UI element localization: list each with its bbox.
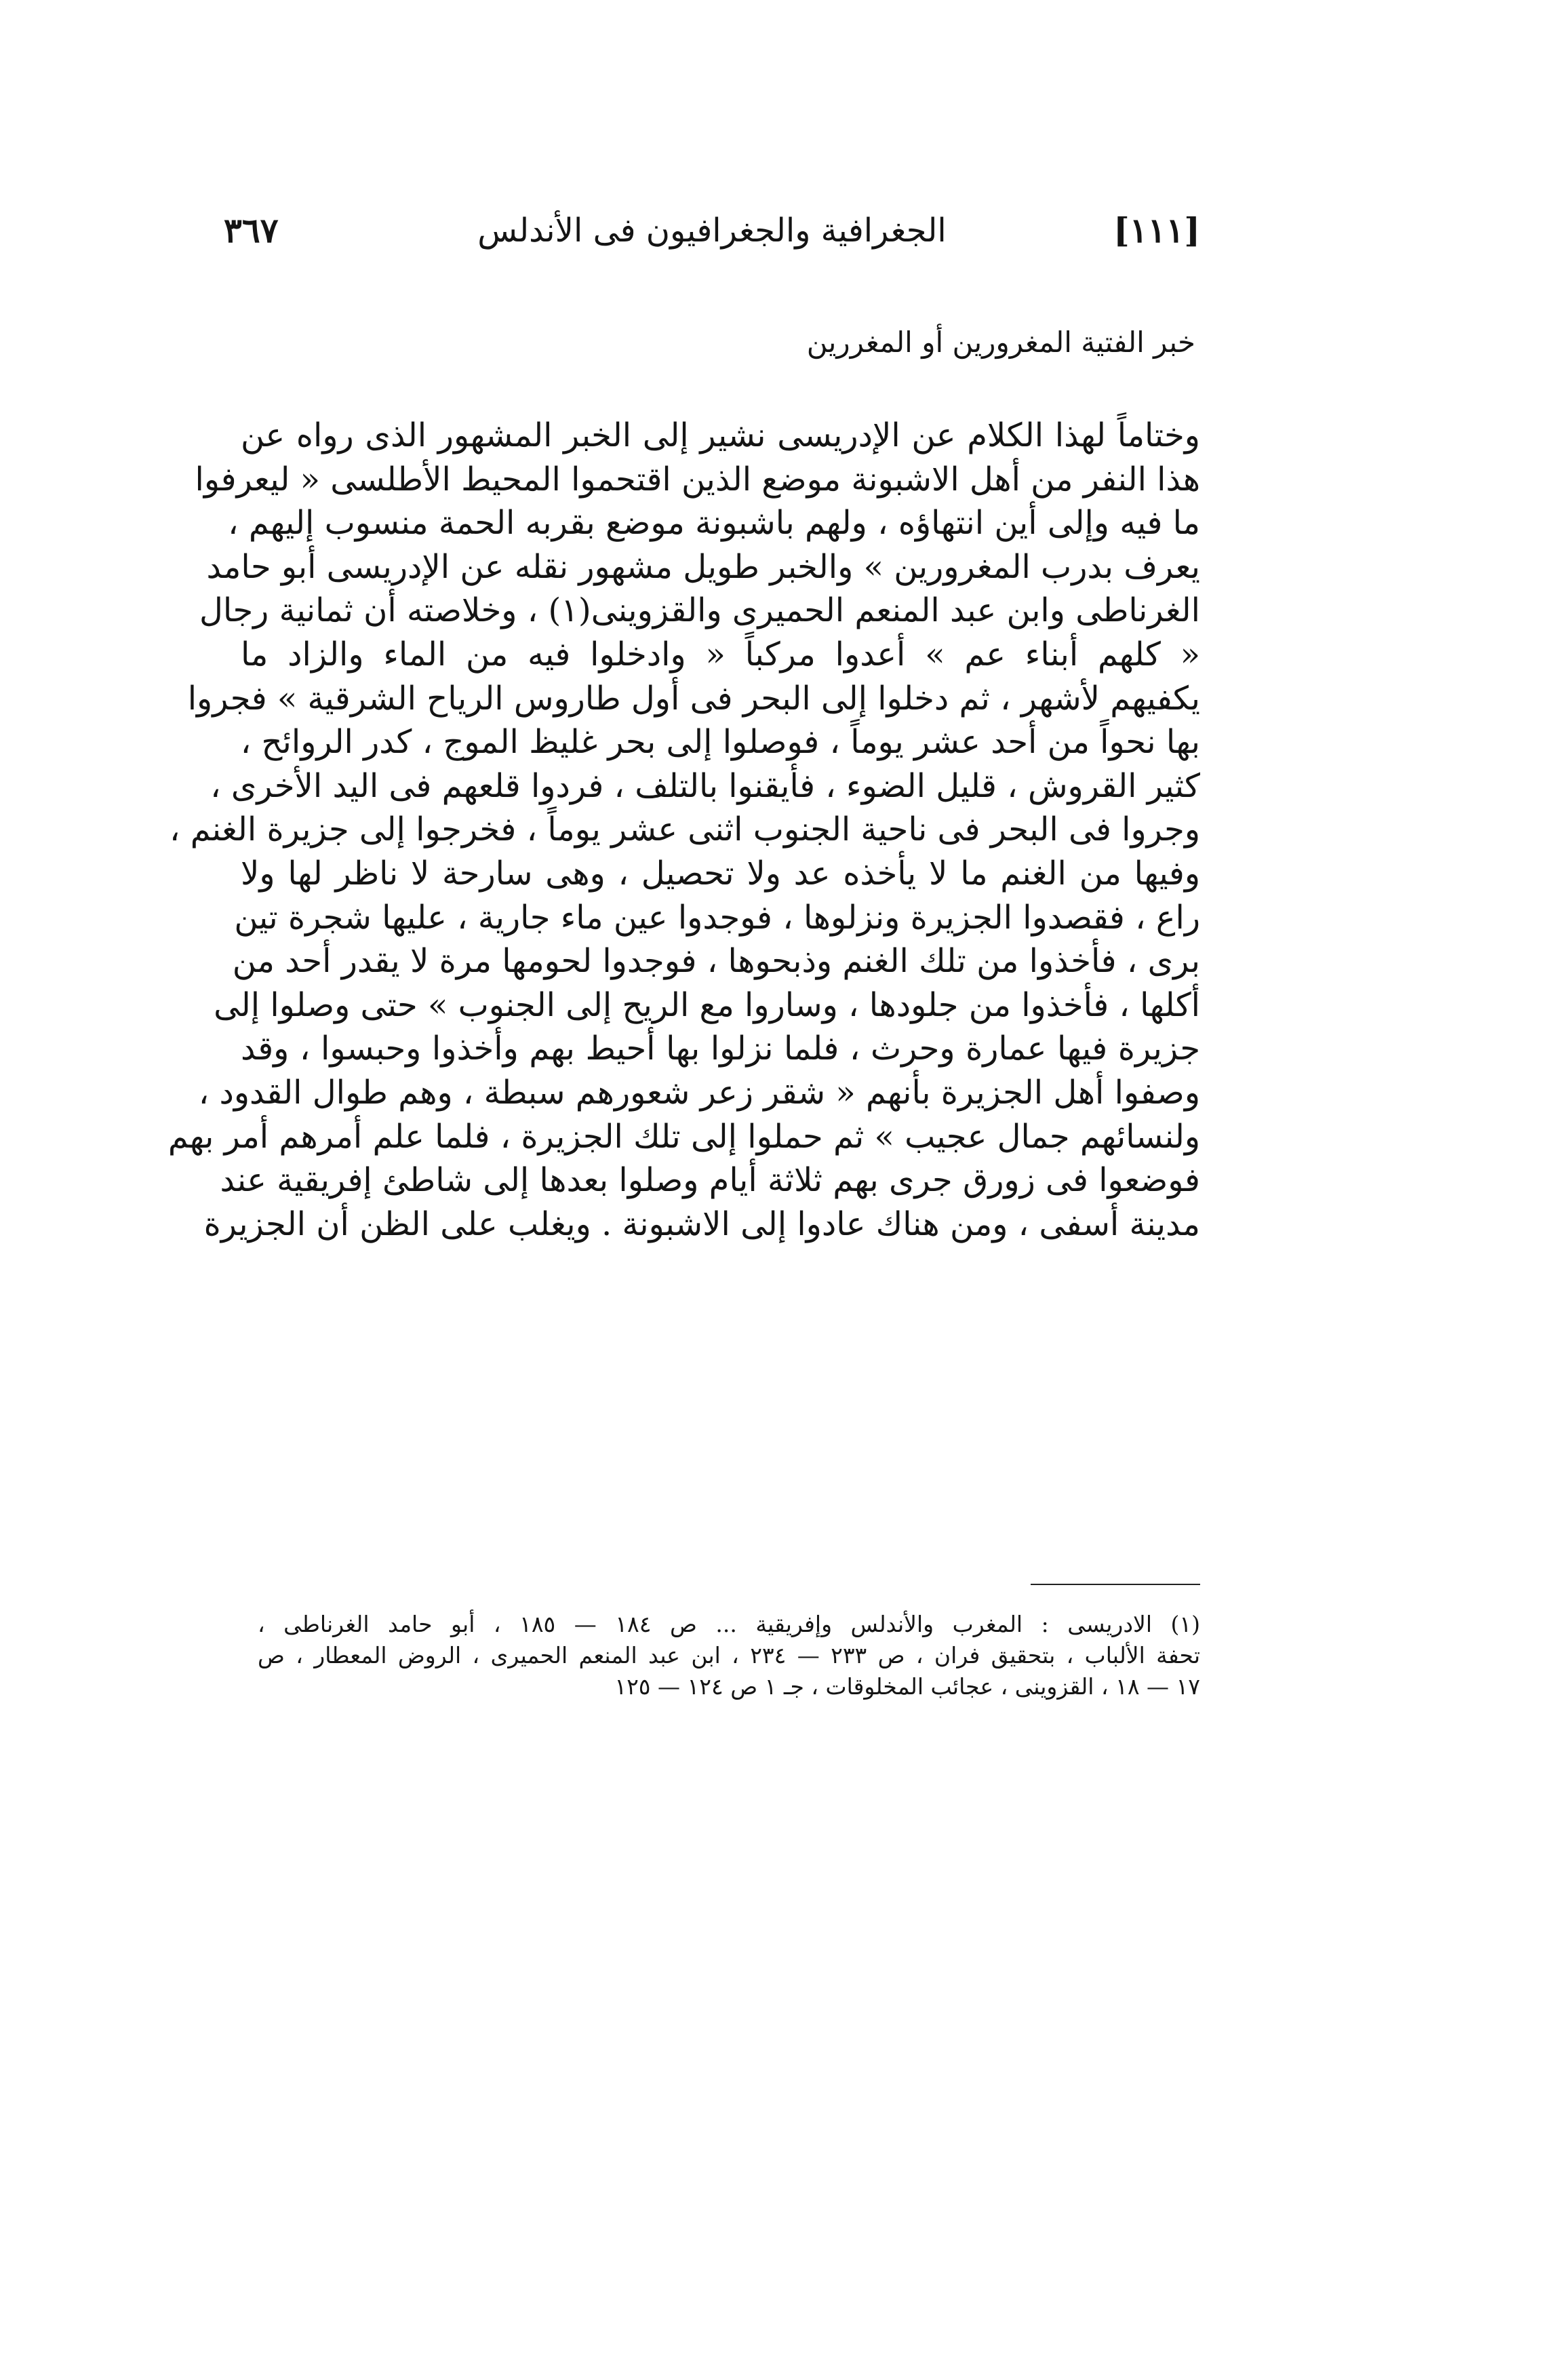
running-title: الجغرافية والجغرافيون فى الأندلس bbox=[477, 212, 947, 250]
text-line: الغرناطى وابن عبد المنعم الحميرى والقزوينى(١) ، وخلاصته أن ثمانية رجال bbox=[199, 591, 1200, 630]
text-line: فوضعوا فى زورق جرى بهم ثلاثة أيام وصلوا بعدها إلى شاطئ إفريقية عند bbox=[220, 1161, 1200, 1200]
text-line: وختاماً لهذا الكلام عن الإدريسى نشير إلى الخبر المشهور الذى رواه عن bbox=[241, 416, 1200, 454]
text-line: يعرف بدرب المغرورين » والخبر طويل مشهور نقله عن الإدريسى أبو حامد bbox=[206, 547, 1200, 586]
body-text bbox=[167, 414, 1201, 1246]
text-line: جزيرة فيها عمارة وحرث ، فلما نزلوا بها أحيط بهم وأخذوا وحبسوا ، وقد bbox=[241, 1030, 1200, 1068]
text-line: بها نحواً من أحد عشر يوماً ، فوصلوا إلى بحر غليظ الموج ، كدر الروائح ، bbox=[240, 723, 1200, 762]
text-line: وصفوا أهل الجزيرة بأنهم « شقر زعر شعورهم سبطة ، وهم طوال القدود ، bbox=[198, 1073, 1200, 1112]
footnote-divider bbox=[1031, 1584, 1200, 1585]
footnote-line: تحفة الألباب ، بتحقيق فران ، ص ٢٣٣ — ٢٣٤ ، ابن عبد المنعم الحميرى ، الروض المعطار ، ص bbox=[258, 1642, 1201, 1669]
text-line: وفيها من الغنم ما لا يأخذه عد ولا تحصيل ، وهى سارحة لا ناظر لها ولا bbox=[241, 854, 1201, 893]
footnotes bbox=[258, 1609, 1200, 1702]
text-line: هذا النفر من أهل الاشبونة موضع الذين اقتحموا المحيط الأطلسى « ليعرفوا bbox=[195, 460, 1200, 499]
text-line: برى ، فأخذوا من تلك الغنم وذبحوها ، فوجدوا لحومها مرة لا يقدر أحد من bbox=[232, 942, 1200, 981]
running-header bbox=[224, 203, 1200, 258]
text-line: مدينة أسفى ، ومن هناك عادوا إلى الاشبونة . ويغلب على الظن أن الجزيرة bbox=[203, 1205, 1200, 1243]
text-line: ما فيه وإلى أين انتهاؤه ، ولهم باشبونة موضع بقربه الحمة منسوب إليهم ، bbox=[228, 504, 1200, 543]
text-line: « كلهم أبناء عم » أعدوا مركباً « وادخلوا فيه من الماء والزاد ما bbox=[241, 635, 1200, 674]
footnote-line: ١٧ — ١٨ ، القزوينى ، عجائب المخلوقات ، جـ ١ ص ١٢٤ — ١٢٥ bbox=[614, 1673, 1200, 1700]
text-line: يكفيهم لأشهر ، ثم دخلوا إلى البحر فى أول طاروس الرياح الشرقية » فجروا bbox=[187, 679, 1200, 718]
page-number: ٣٦٧ bbox=[224, 210, 279, 250]
side-heading: خبر الفتية المغرورين أو المغررين bbox=[806, 326, 1195, 359]
text-line: وجروا فى البحر فى ناحية الجنوب اثنى عشر يوماً ، فخرجوا إلى جزيرة الغنم ، bbox=[169, 811, 1200, 849]
text-line: ولنسائهم جمال عجيب » ثم حملوا إلى تلك الجزيرة ، فلما علم أمرهم أمر بهم bbox=[167, 1117, 1200, 1156]
text-line: أكلها ، فأخذوا من جلودها ، وساروا مع الريح إلى الجنوب » حتى وصلوا إلى bbox=[214, 986, 1200, 1024]
footnote-line: (١) الادريسى : المغرب والأندلس وإفريقية ... ص ١٨٤ — ١٨٥ ، أبو حامد الغرناطى ، bbox=[258, 1611, 1200, 1637]
section-number: [١١١] bbox=[1113, 210, 1200, 250]
text-line: راع ، فقصدوا الجزيرة ونزلوها ، فوجدوا عين ماء جارية ، عليها شجرة تين bbox=[234, 898, 1200, 937]
text-line: كثير القروش ، قليل الضوء ، فأيقنوا بالتلف ، فردوا قلعهم فى اليد الأخرى ، bbox=[210, 766, 1200, 805]
